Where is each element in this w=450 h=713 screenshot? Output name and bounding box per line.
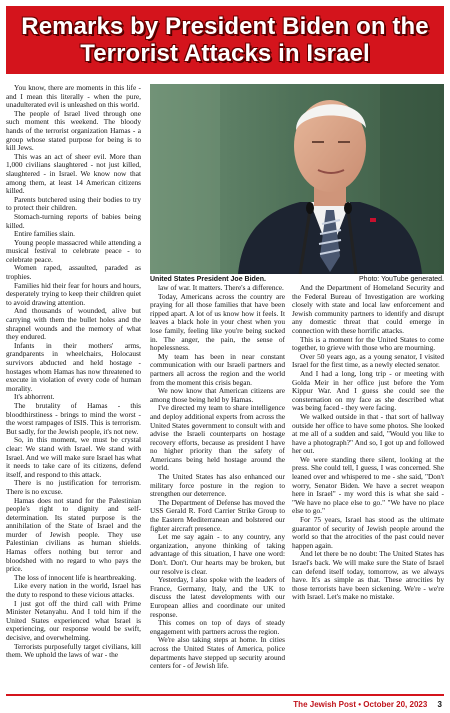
photo-credit: Photo: YouTube generated. — [359, 276, 444, 283]
issue-date: October 20, 2023 — [363, 700, 428, 709]
article-paragraph: And thousands of wounded, alive but carrying with them the bullet holes and the shrapnel wounds and the memory of what they endured. — [6, 306, 141, 342]
article-paragraph: Young people massacred while attending a musical festival to celebrate peace - to celebrate peace. — [6, 237, 141, 264]
article-paragraph: You know, there are moments in this life - and I mean this literally - when the pure, unadulterated evil is unleashed on this world. — [6, 84, 141, 110]
article-paragraph: The brutality of Hamas - this bloodthirstiness - brings to mind the worst - the worst rampages of ISIS. This is terrorism. But sadly, for the Jewish people, it's not new. — [6, 400, 141, 436]
footer-text — [293, 700, 442, 709]
article-paragraph: It's abhorrent. — [14, 392, 55, 402]
article-paragraph: Today, Americans across the country are praying for all those families that have been ripped apart. A lot of us know how it feels. It leaves a black hole in your chest when you lose family, feeling like you're being sucked in. The anger, the pain, the sense of hopelessness. — [150, 291, 285, 353]
article-paragraph: Over 50 years ago, as a young senator, I visited Israel for the first time, as a newly elected senator. — [292, 351, 444, 370]
article-paragraph: The people of Israel lived through one such moment this weekend. The bloody hands of the terrorist organization Hamas - a group whose stated purpose for being is to kill Jews. — [6, 108, 141, 153]
article-paragraph: So, in this moment, we must be crystal clear: We stand with Israel. We stand with Israel. And we will make sure Israel has what it needs to take care of its citizens, defend itself, and respond to this attack. — [6, 435, 141, 479]
page-footer — [0, 690, 450, 713]
article-paragraph: law of war. It matters. There's a difference. — [158, 284, 284, 292]
article-paragraph: We were standing there silent, looking at the press. She could tell, I guess, I was concerned. She leaned over and whispered to me - she said, "Don't worry, Senator Biden. We have a secret weapon here in Israel" - my word this is what she said - "We have no place else to go." "We have no place else to go." — [292, 454, 444, 516]
publication-name: The Jewish Post — [293, 700, 356, 709]
article-paragraph: We walked outside in that - that sort of hallway outside her office to have some photos. She looked at me all of a sudden and said, "Would you like to have a photograph?" And so, I got up and followed her out. — [292, 411, 444, 456]
article-paragraph: The loss of innocent life is heartbreaking. — [14, 572, 137, 582]
article-paragraph: Women raped, assaulted, paraded as trophies. — [6, 263, 141, 282]
article-paragraph: This is a moment for the United States to come together, to grieve with those who are mourning. — [292, 334, 444, 353]
footer-rule — [6, 694, 444, 696]
article-paragraph: We're also taking steps at home. In cities across the United States of America, police departments have stepped up security around centers for - of Jewish life. — [150, 635, 285, 671]
footer-bullet: • — [358, 700, 362, 709]
article-paragraph: The United States has also enhanced our military force posture in the region to strengthen our deterrence. — [150, 472, 285, 499]
article-paragraph: Yesterday, I also spoke with the leaders of France, Germany, Italy, and the UK to discuss the latest developments with our European allies and coordinate our united response. — [150, 575, 285, 619]
article-paragraph: This comes on top of days of steady engagement with partners across the region. — [150, 618, 285, 636]
article-column-3 — [292, 284, 444, 684]
article-paragraph: Parents butchered using their bodies to try to protect their children. — [6, 194, 141, 213]
article-paragraph: Hamas does not stand for the Palestinian people's right to dignity and self-determination. Its stated purpose is the annihilation of the State of Israel and the murder of Jewish people. They use Palestinian civilians as human shields. Hamas offers nothing but terror and bloodshed with no regard to who pays the price. — [6, 495, 141, 574]
article-paragraph: The Department of Defense has moved the USS Gerald R. Ford Carrier Strike Group to the Eastern Mediterranean and bolstered our fighter aircraft presence. — [150, 497, 285, 533]
headline-banner — [6, 6, 444, 74]
headline: Remarks by President Biden on the Terrorist Attacks in Israel — [21, 13, 429, 67]
article-paragraph: And let there be no doubt: The United States has Israel's back. We will make sure the State of Israel can defend itself today, tomorrow, as we always have. It's as simple as that. These atrocities by those terrorists have been sickening. We're - we're with Israel. Let's make no mistake. — [292, 549, 444, 602]
article-column-1 — [6, 84, 141, 684]
article-column-2 — [150, 284, 285, 684]
article-paragraph: And the Department of Homeland Security and the Federal Bureau of Investigation are working closely with state and local law enforcement and Jewish community partners to identify and disrupt any domestic threat that could emerge in connection with these horrific attacks. — [292, 284, 444, 335]
article-paragraph: This was an act of sheer evil. More than 1,000 civilians slaughtered - not just killed, slaughtered - in Israel. We know now that among them, at least 14 American citizens killed. — [6, 151, 141, 196]
article-paragraph: Infants in their mothers' arms, grandparents in wheelchairs, Holocaust survivors abducted and held hostage - hostages whom Hamas has now threatened to execute in violation of every code of human morality. — [6, 340, 141, 393]
article-paragraph: We now know that American citizens are among those being held by Hamas. — [150, 386, 285, 404]
biden-photo-illustration — [150, 84, 444, 274]
photo-caption — [150, 275, 444, 284]
article-paragraph: Entire families slain. — [14, 229, 75, 239]
article-paragraph: I just got off the third call with Prime Minister Netanyahu. And I told him if the United States experienced what Israel is experiencing, our response would be swift, decisive, and overwhelming. — [6, 598, 141, 642]
biden-photo — [150, 84, 444, 274]
article-paragraph: Terrorists purposefully target civilians, kill them. We uphold the laws of war - the — [6, 641, 141, 660]
article-paragraph: My team has been in near constant communication with our Israeli partners and partners all across the region and the world from the moment this crisis began. — [150, 351, 285, 387]
article-paragraph: Families hid their fear for hours and hours, desperately trying to keep their children quiet to avoid drawing attention. — [6, 280, 141, 307]
article-paragraph: Stomach-turning reports of babies being killed. — [6, 211, 141, 230]
article-paragraph: There is no justification for terrorism. There is no excuse. — [6, 478, 141, 496]
article-paragraph: I've directed my team to share intelligence and deploy additional experts from across the United States government to consult with and advise the Israeli counterparts on hostage recovery efforts, because as president I have no higher priority than the safety of Americans being held hostage around the world. — [150, 403, 285, 473]
article-paragraph: And I had a long, long trip - or meeting with Golda Meir in her office just before the Yom Kippur War. And I guess she could see the consternation on my face as she described what was being faced - they were facing. — [292, 368, 444, 413]
article-paragraph: For 75 years, Israel has stood as the ultimate guarantor of security of Jewish people around the world so that the atrocities of the past could never happen again. — [292, 515, 444, 550]
article-paragraph: Like every nation in the world, Israel has the duty to respond to these vicious attacks. — [6, 581, 141, 600]
page-number: 3 — [437, 700, 442, 709]
caption-text: United States President Joe Biden. — [150, 276, 266, 283]
article-paragraph: Let me say again - to any country, any organization, anyone thinking of taking advantage of this situation, I have one word: Don't. Don't. Our hearts may be broken, but our resolve is clear. — [150, 532, 285, 576]
